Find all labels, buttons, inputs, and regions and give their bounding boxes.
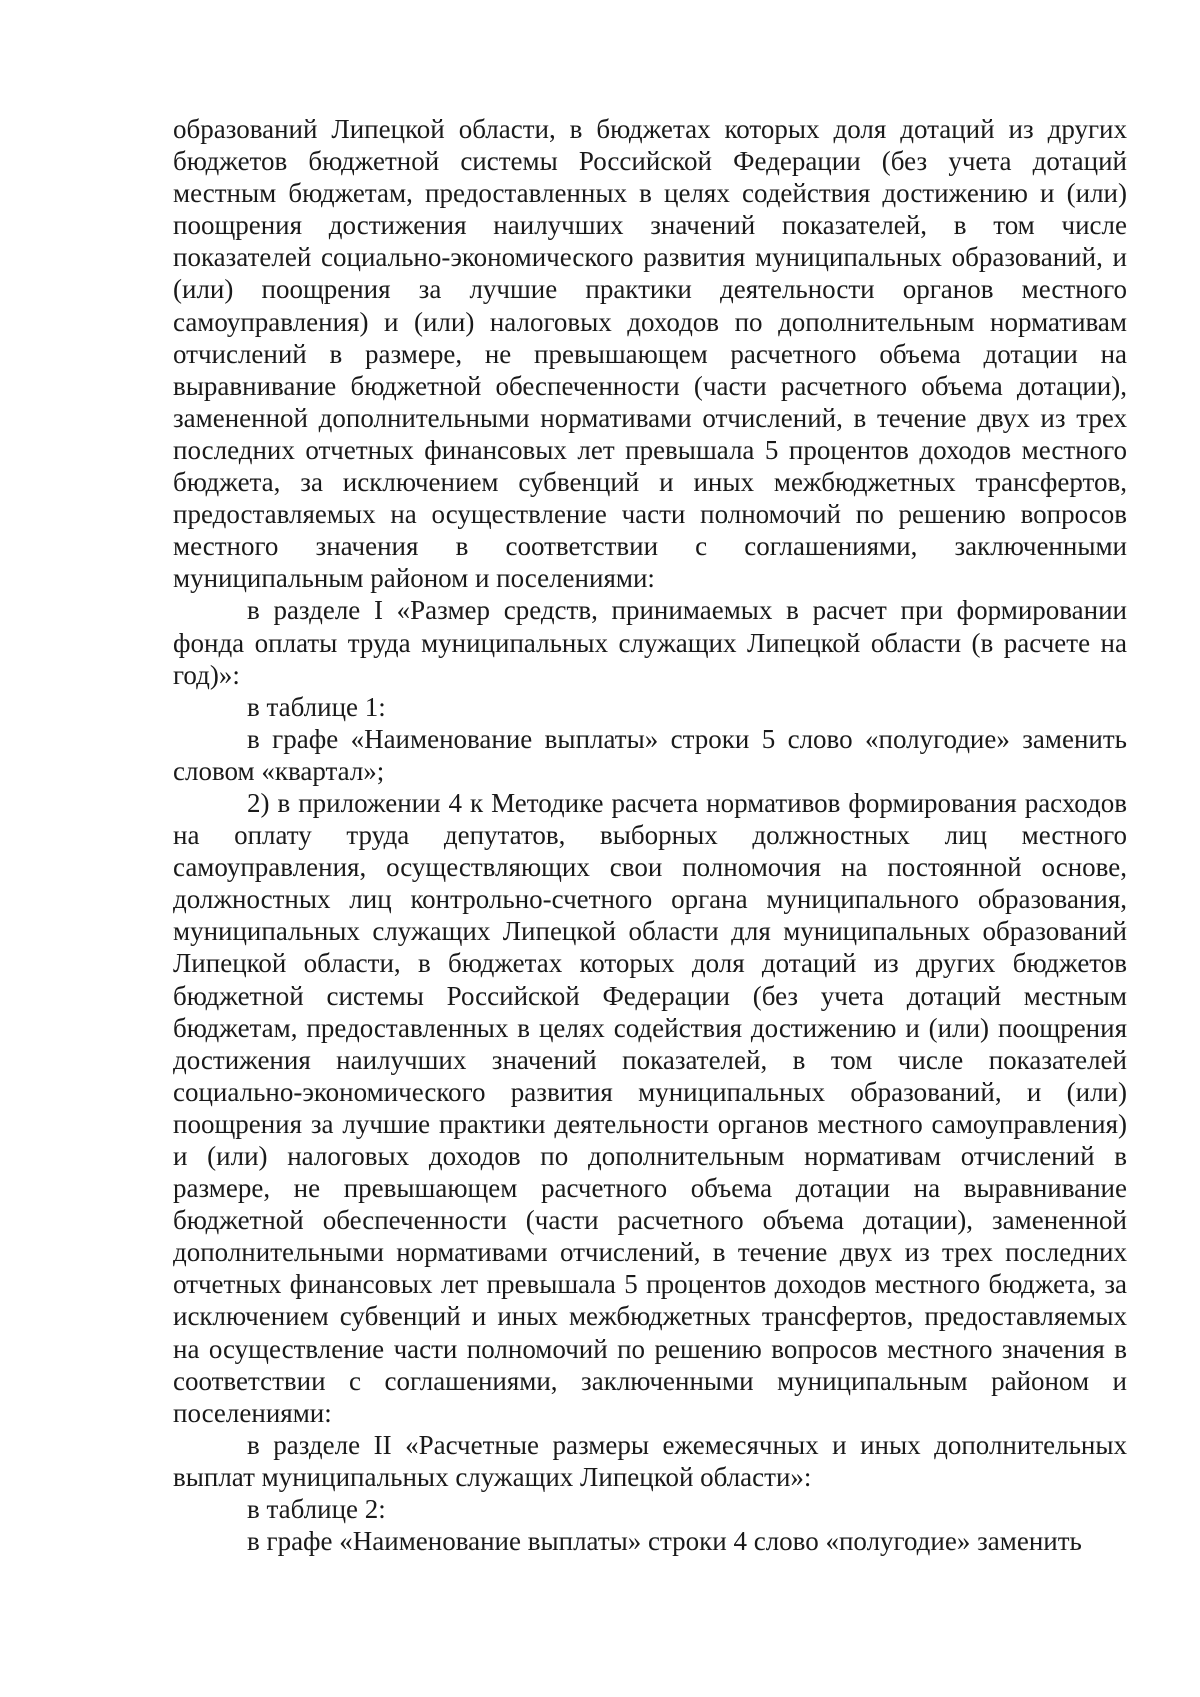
paragraph-section-2: в разделе II «Расчетные размеры ежемесячных и иных дополнительных выплат муниципальных служащих Липецкой области»:	[173, 1429, 1127, 1492]
paragraph-table-1-change: в графе «Наименование выплаты» строки 5 слово «полугодие» заменить словом «квартал»;	[173, 723, 1127, 786]
paragraph-table-2: в таблице 2:	[247, 1494, 386, 1525]
paragraph-item-2: 2) в приложении 4 к Методике расчета нормативов формирования расходов на оплату труда депутатов, выборных должностных лиц местного самоуправления, осуществляющих свои полномочия на постоянной основе, должностных лиц контрольно-счетного органа муниципального образования, муниципальных служащих Липецкой области для муниципальных образований Липецкой области, в бюджетах которых доля дотаций из других бюджетов бюджетной системы Российской Федерации (без учета дотаций местным бюджетам, предоставленных в целях содействия достижению и (или) поощрения достижения наилучших значений показателей, в том числе показателей социально-экономического развития муниципальных образований, и (или) поощрения за лучшие практики деятельности органов местного самоуправления) и (или) налоговых доходов по дополнительным нормативам отчислений в размере, не превышающем расчетного объема дотации на выравнивание бюджетной обеспеченности (части расчетного объема дотации), замененной дополнительными нормативами отчислений, в течение двух из трех последних отчетных финансовых лет превышала 5 процентов доходов местного бюджета, за исключением субвенций и иных межбюджетных трансфертов, предоставляемых на осуществление части полномочий по решению вопросов местного значения в соответствии с соглашениями, заключенными муниципальным районом и поселениями:	[173, 787, 1127, 1428]
paragraph-table-1: в таблице 1:	[247, 691, 386, 722]
paragraph-continuation: образований Липецкой области, в бюджетах которых доля дотаций из других бюджетов бюджетной системы Российской Федерации (без учета дотаций местным бюджетам, предоставленных в целях содействия достижению и (или) поощрения достижения наилучших значений показателей, в том числе показателей социально-экономического развития муниципальных образований, и (или) поощрения за лучшие практики деятельности органов местного самоуправления) и (или) налоговых доходов по дополнительным нормативам отчислений в размере, не превышающем расчетного объема дотации на выравнивание бюджетной обеспеченности (части расчетного объема дотации), замененной дополнительными нормативами отчислений, в течение двух из трех последних отчетных финансовых лет превышала 5 процентов доходов местного бюджета, за исключением субвенций и иных межбюджетных трансфертов, предоставляемых на осуществление части полномочий по решению вопросов местного значения в соответствии с соглашениями, заключенными муниципальным районом и поселениями:	[173, 114, 1127, 594]
document-page	[173, 113, 1127, 1557]
paragraph-table-2-change: в графе «Наименование выплаты» строки 4 слово «полугодие» заменить	[247, 1526, 1082, 1557]
paragraph-section-1: в разделе I «Размер средств, принимаемых в расчет при формировании фонда оплаты труда муниципальных служащих Липецкой области (в расчете на год)»:	[173, 595, 1127, 690]
